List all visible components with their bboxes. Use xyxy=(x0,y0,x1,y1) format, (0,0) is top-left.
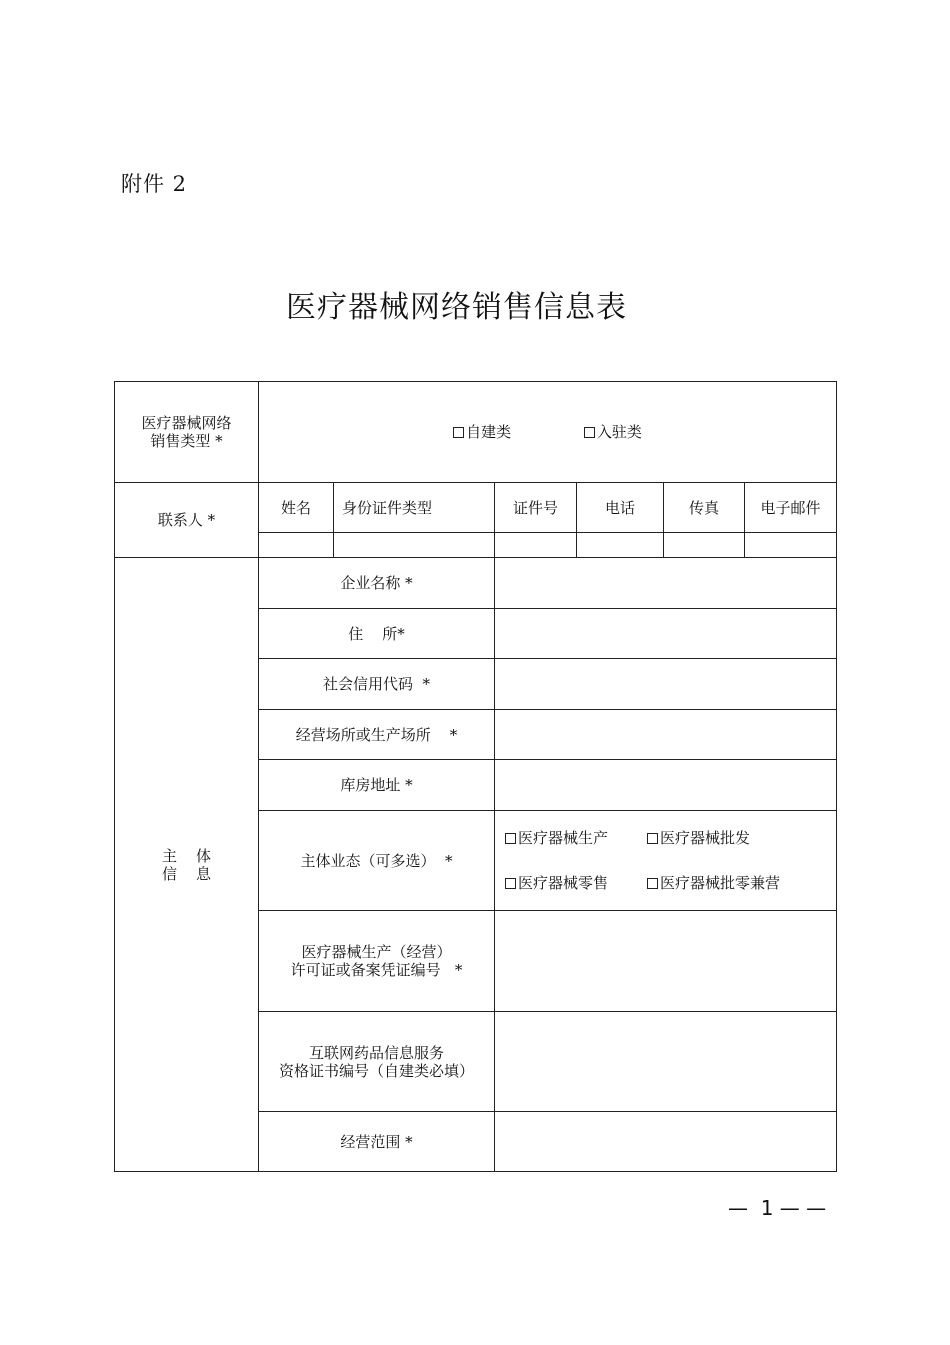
premises-label: 经营场所或生产场所 * xyxy=(259,710,495,760)
company-name-label: 企业名称 * xyxy=(259,558,495,609)
contact-col-fax: 传真 xyxy=(664,483,745,533)
sales-type-row xyxy=(115,382,837,483)
status-option-retail[interactable] xyxy=(505,874,647,892)
page-title: 医疗器械网络销售信息表 xyxy=(286,290,627,325)
status-option-wholesale-retail[interactable] xyxy=(647,874,807,892)
contact-id-type-input[interactable] xyxy=(334,533,495,558)
business-status-label: 主体业态（可多选） * xyxy=(259,811,495,911)
company-name-input[interactable] xyxy=(495,558,837,609)
checkbox-icon[interactable] xyxy=(647,878,658,889)
scope-input[interactable] xyxy=(495,1112,837,1172)
option-label: 入驻类 xyxy=(596,423,642,441)
contact-header-row xyxy=(115,483,837,533)
business-status-options-cell xyxy=(495,811,837,911)
contact-phone-input[interactable] xyxy=(577,533,664,558)
scope-label: 经营范围 * xyxy=(259,1112,495,1172)
checkbox-icon[interactable] xyxy=(584,427,595,438)
internet-cert-input[interactable] xyxy=(495,1012,837,1112)
warehouse-input[interactable] xyxy=(495,760,837,811)
sales-type-label-line2: 销售类型 * xyxy=(150,432,223,450)
sales-type-options-cell xyxy=(259,382,837,483)
subject-info-label-cell xyxy=(115,558,259,1172)
contact-col-email: 电子邮件 xyxy=(745,483,837,533)
contact-email-input[interactable] xyxy=(745,533,837,558)
contact-id-number-input[interactable] xyxy=(495,533,577,558)
address-label: 住 所* xyxy=(259,609,495,659)
contact-col-id-type: 身份证件类型 xyxy=(334,483,495,533)
option-label: 医疗器械批发 xyxy=(660,829,751,847)
sales-type-label-line1: 医疗器械网络 xyxy=(141,414,232,432)
checkbox-icon[interactable] xyxy=(453,427,464,438)
checkbox-icon[interactable] xyxy=(505,833,516,844)
credit-code-input[interactable] xyxy=(495,659,837,710)
page-number: — 1 — — xyxy=(728,1196,827,1220)
license-label-cell xyxy=(259,911,495,1012)
status-option-production[interactable] xyxy=(505,829,647,847)
status-option-wholesale[interactable] xyxy=(647,829,807,847)
contact-name-input[interactable] xyxy=(259,533,334,558)
contact-col-id-number: 证件号 xyxy=(495,483,577,533)
contact-fax-input[interactable] xyxy=(664,533,745,558)
checkbox-icon[interactable] xyxy=(647,833,658,844)
company-name-row xyxy=(115,558,837,609)
contact-label-cell: 联系人 * xyxy=(115,483,259,558)
sales-info-form xyxy=(114,381,837,1172)
contact-col-name: 姓名 xyxy=(259,483,334,533)
license-input[interactable] xyxy=(495,911,837,1012)
option-label: 医疗器械生产 xyxy=(518,829,609,847)
internet-cert-label-line1: 互联网药品信息服务 xyxy=(308,1043,444,1062)
sales-type-label-cell xyxy=(115,382,259,483)
subject-label-line2: 信 息 xyxy=(161,864,212,883)
credit-code-label: 社会信用代码 * xyxy=(259,659,495,710)
sales-type-option-platform[interactable] xyxy=(584,423,642,441)
license-label-line2: 许可证或备案凭证编号 * xyxy=(290,961,463,979)
internet-cert-label-cell xyxy=(259,1012,495,1112)
option-label: 医疗器械零售 xyxy=(518,874,609,892)
sales-type-option-self-built[interactable] xyxy=(453,423,511,441)
warehouse-label: 库房地址 * xyxy=(259,760,495,811)
option-label: 自建类 xyxy=(466,423,512,441)
address-input[interactable] xyxy=(495,609,837,659)
internet-cert-label-line2: 资格证书编号（自建类必填） xyxy=(278,1061,474,1080)
subject-label-line1: 主 体 xyxy=(161,846,212,865)
attachment-label: 附件 2 xyxy=(121,172,188,196)
option-label: 医疗器械批零兼营 xyxy=(660,874,781,892)
contact-col-phone: 电话 xyxy=(577,483,664,533)
premises-input[interactable] xyxy=(495,710,837,760)
checkbox-icon[interactable] xyxy=(505,878,516,889)
license-label-line1: 医疗器械生产（经营） xyxy=(301,943,452,961)
